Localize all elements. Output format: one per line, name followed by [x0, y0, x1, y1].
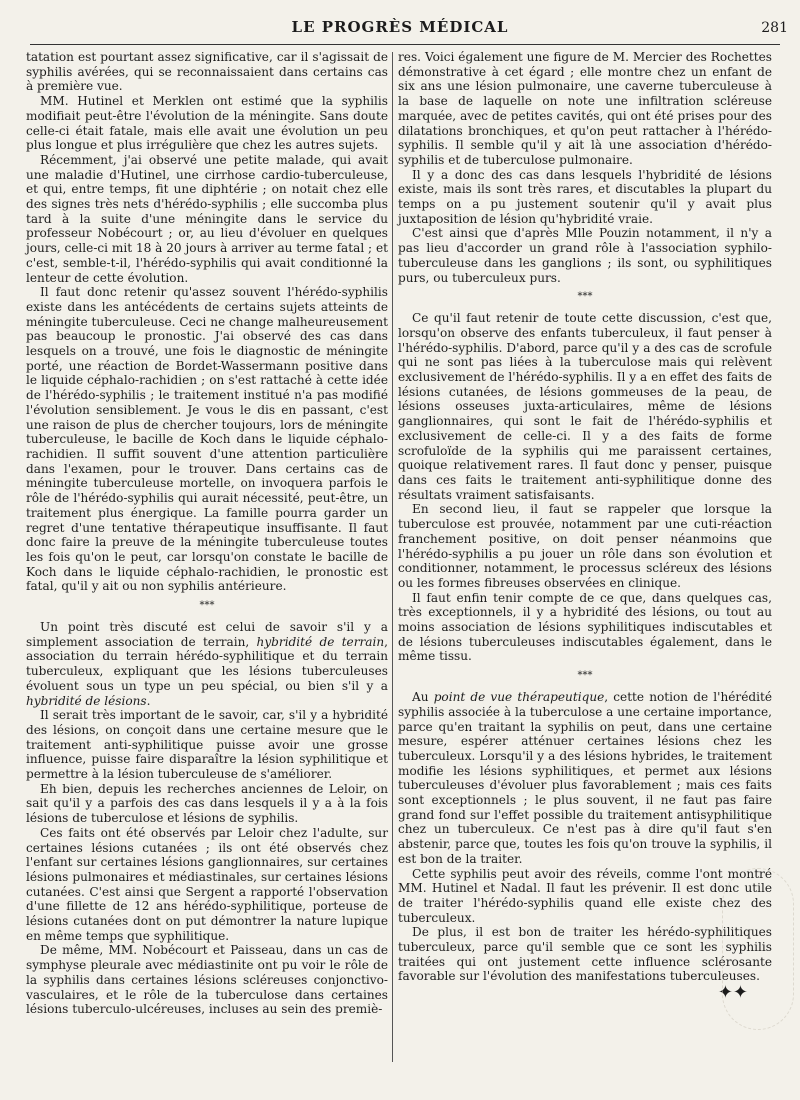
- paragraph: Un point très discuté est celui de savoir s'il y a simplement association de terrain, hybridité de terrain, association du terrain hérédo-syphilitique et du terrain tuberculeux, expliquant que les lésions tuberculeuses évoluent sous un type un peu spécial, ou bien s'il y a hybridité de lésions.: [26, 620, 388, 708]
- paragraph: Il y a donc des cas dans lesquels l'hybridité de lésions existe, mais ils sont très rares, et discutables la plupart du temps on a pu justement soutenir qu'il y avait plus juxtaposition de lésion qu'hybridité vraie.: [398, 167, 772, 226]
- column-divider: [392, 52, 393, 1062]
- italic-term: point de vue thérapeutique: [433, 690, 605, 705]
- page-header: [0, 0, 800, 48]
- paragraph: Au point de vue thérapeutique, cette notion de l'hérédité syphilis associée à la tuberculose a une certaine importance, parce qu'en traitant la syphilis on peut, dans une certaine mesure, espérer atténuer certaines lésions chez les tuberculeux. Lorsqu'il y a des lésions hybrides, le traitement modifie les lésions syphilitiques, et permet aux lésions tuberculeuses d'évoluer plus favorablement ; mais ces faits sont exceptionnels ; le plus souvent, il ne faut pas faire grand fond sur l'effet possible du traitement antisyphilitique chez un tuberculeux. Ce n'est pas à dire qu'il faut s'en abstenir, parce que, toutes les fois qu'on trouve la syphilis, il est bon de la traiter.: [398, 690, 772, 866]
- paragraph: Ce qu'il faut retenir de toute cette discussion, c'est que, lorsqu'on observe des enfants tuberculeux, il faut penser à l'hérédo-syphilis. D'abord, parce qu'il y a des cas de scrofule qui ne sont pas liées à la tuberculose mais qui relèvent exclusivement de l'hérédo-syphilis. Il y a en effet des faits de lésions cutanées, de lésions gommeuses de la peau, de lésions osseuses juxta-articulaires, même de lésions ganglionnaires, qui sont le fait de l'hérédo-syphilis et exclusivement de celle-ci. Il y a des faits de forme scrofuloïde de la syphilis qui me paraissent certaines, quoique relativement rares. Il faut donc y penser, puisque dans ces faits le traitement anti-syphilitique donne des résultats vraiment satisfaisants.: [398, 311, 772, 502]
- paragraph: MM. Hutinel et Merklen ont estimé que la syphilis modifiait peut-être l'évolution de la méningite. Sans doute celle-ci était fatale, mais elle avait une évolution un peu plus longue et plus irrégulière que chez les autres sujets.: [26, 94, 388, 153]
- paragraph: Cette syphilis peut avoir des réveils, comme l'ont montré MM. Hutinel et Nadal. Il faut les prévenir. Il est donc utile de traiter l'hérédo-syphilis quand elle existe chez des tuberculeux.: [398, 866, 772, 925]
- page-number: 281: [761, 20, 788, 36]
- paragraph: Eh bien, depuis les recherches anciennes de Leloir, on sait qu'il y a parfois des cas dans lesquels il y a à la fois lésions de tuberculose et lésions de syphilis.: [26, 781, 388, 826]
- left-column: [26, 50, 388, 1017]
- paragraph: C'est ainsi que d'après Mlle Pouzin notamment, il n'y a pas lieu d'accorder un grand rôle à l'association syphilo-tuberculeuse dans les ganglions ; ils sont, ou syphilitiques purs, ou tuberculeux purs.: [398, 226, 772, 285]
- paragraph: De même, MM. Nobécourt et Paisseau, dans un cas de symphyse pleurale avec médiastinite ont pu voir le rôle de la syphilis dans certaines lésions scléreuses conjonctivo-vasculaires, et le rôle de la tuberculose dans certaines lésions tuberculo-ulcéreuses, incluses au sein des premiè-: [26, 943, 388, 1017]
- paragraph: Il faut donc retenir qu'assez souvent l'hérédo-syphilis existe dans les antécédents de certains sujets atteints de méningite tuberculeuse. Ceci ne change malheureusement pas beaucoup le pronostic. J'ai observé des cas dans lesquels on a trouvé, une fois le diagnostic de méningite porté, une réaction de Bordet-Wassermann positive dans le liquide céphalo-rachidien ; on s'est rattaché à cette idée de l'hérédo-syphilis ; le traitement institué n'a pas modifié l'évolution sensiblement. Je vous le dis en passant, c'est une raison de plus de chercher toujours, lors de méningite tuberculeuse, le bacille de Koch dans le liquide céphalo-rachidien. Il suffit souvent d'une attention particulière dans l'examen, pour le trouver. Dans certains cas de méningite tuberculeuse mortelle, on invoquera parfois le rôle de l'hérédo-syphilis qui aurait nécessité, peut-être, un traitement plus énergique. La famille pourra garder un regret d'une tentative thérapeutique insuffisante. Il faut donc faire la preuve de la méningite tuberculeuse toutes les fois qu'on le peut, car lorsqu'on constate le bacille de Koch dans le liquide céphalo-rachidien, le pronostic est fatal, qu'il y ait ou non syphilis antérieure.: [26, 285, 388, 594]
- paragraph: Il serait très important de le savoir, car, s'il y a hybridité des lésions, on conçoit dans une certaine mesure que le traitement anti-syphilitique puisse avoir une grosse influence, puisse faire disparaître la lésion syphilitique et permettre à la lésion tuberculeuse de s'améliorer.: [26, 708, 388, 782]
- paragraph: Récemment, j'ai observé une petite malade, qui avait une maladie d'Hutinel, une cirrhose cardio-tuberculeuse, et qui, entre temps, fit une diphtérie ; on notait chez elle des signes très nets d'hérédo-syphilis ; elle succomba plus tard à la suite d'une méningite dans le service du professeur Nobécourt ; or, au lieu d'évoluer en quelques jours, celle-ci mit 18 à 20 jours à arriver au terme fatal ; et c'est, semble-t-il, l'hérédo-syphilis qui avait conditionné la lenteur de cette évolution.: [26, 152, 388, 285]
- section-separator: ***: [577, 670, 593, 682]
- paragraph: res. Voici également une figure de M. Mercier des Rochettes démonstrative à cet égard ; elle montre chez un enfant de six ans une lésion pulmonaire, une caverne tuberculeuse à la base de laquelle on note une infiltration scléreuse marquée, avec de petites cavités, qui ont été prises pour des dilatations bronchiques, et qu'on peut rattacher à l'hérédo-syphilis. Il semble qu'il y ait là une association d'hérédo-syphilis et de tuberculose pulmonaire.: [398, 50, 772, 167]
- paragraph: tatation est pourtant assez significative, car il s'agissait de syphilis avérées, qui se reconnaissaient dans certains cas à première vue.: [26, 50, 388, 94]
- italic-term: hybridité de lésions: [26, 693, 147, 708]
- header-rule: [30, 44, 780, 45]
- running-title: LE PROGRÈS MÉDICAL: [291, 18, 509, 36]
- paragraph: De plus, il est bon de traiter les hérédo-syphilitiques tuberculeux, parce qu'il semble que ce sont les syphilis traitées qui ont justement cette influence sclérosante favorable sur l'évolution des manifestations tuberculeuses.: [398, 925, 772, 984]
- paragraph: Ces faits ont été observés par Leloir chez l'adulte, sur certaines lésions cutanées ; ils ont été observés chez l'enfant sur certaines lésions ganglionnaires, sur certaines lésions pulmonaires et médiastinales, sur certaines lésions cutanées. C'est ainsi que Sergent a rapporté l'observation d'une fillette de 12 ans hérédo-syphilitique, porteuse de lésions cutanées dont on put démontrer la nature lupique en même temps que syphilitique.: [26, 825, 388, 943]
- paragraph: Il faut enfin tenir compte de ce que, dans quelques cas, très exceptionnels, il y a hybridité des lésions, ou tout au moins association de lésions syphilitiques indiscutables et de lésions tuberculeuses indiscutables également, dans le même tissu.: [398, 590, 772, 664]
- right-column: [398, 50, 772, 1004]
- section-separator: ***: [199, 600, 215, 612]
- italic-term: hybridité de terrain: [256, 634, 385, 649]
- section-separator: ***: [577, 291, 593, 303]
- paragraph: En second lieu, il faut se rappeler que lorsque la tuberculose est prouvée, notamment par une cuti-réaction franchement positive, on doit penser néanmoins que l'hérédo-syphilis a pu jouer un rôle dans son évolution et conditionner, notamment, le processus scléreux des lésions ou les formes fibreuses observées en clinique.: [398, 502, 772, 590]
- library-stamp: [722, 868, 794, 1030]
- end-ornament-icon: ✦✦: [717, 982, 748, 1004]
